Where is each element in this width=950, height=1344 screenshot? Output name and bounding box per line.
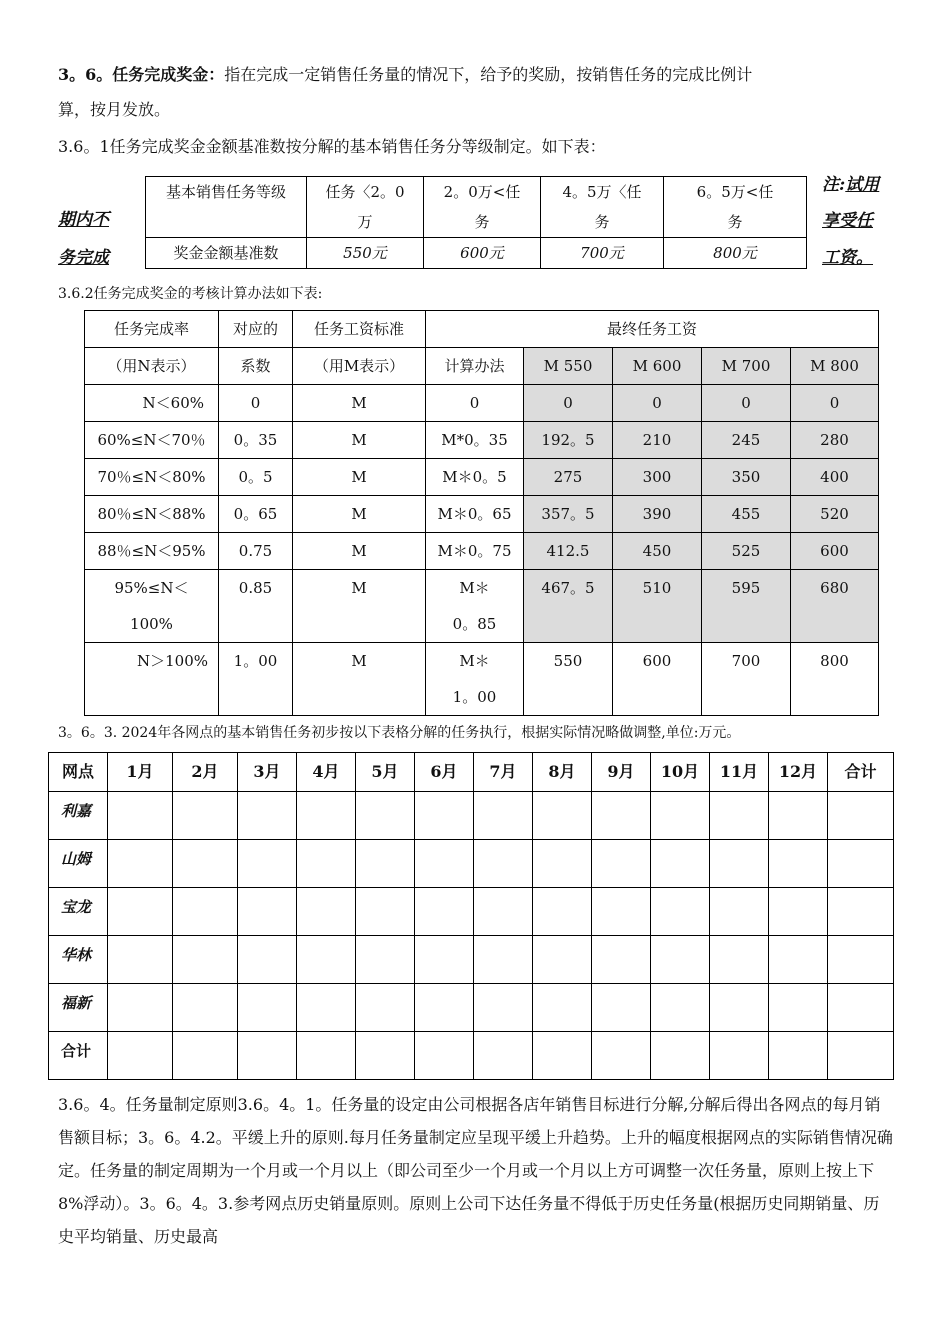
table-row bbox=[49, 840, 894, 888]
section-3-6-text: 指在完成一定销售任务量的情况下，给予的奖励，按销售任务的完成比例计 bbox=[224, 65, 753, 84]
row-label: 利嘉 bbox=[49, 792, 108, 840]
row-label: 合计 bbox=[49, 1032, 108, 1080]
section-3-6-2-text: 3.6.2任务完成奖金的考核计算办法如下表: bbox=[58, 286, 323, 302]
bonus-calc-table bbox=[84, 310, 879, 716]
table-cell: 2。0万<任 务 bbox=[424, 177, 541, 238]
table-cell: 95%≤N＜ 100% bbox=[85, 570, 219, 643]
table-cell: M bbox=[293, 570, 426, 643]
table-cell: 0 bbox=[219, 385, 293, 422]
table-cell: N＞100% bbox=[85, 643, 219, 716]
table-header-cell: 网点 bbox=[49, 753, 108, 792]
table-cell: 700 bbox=[702, 643, 791, 716]
table-header-cell: 合计 bbox=[828, 753, 894, 792]
table-cell: 192。5 bbox=[524, 422, 613, 459]
table-cell: M bbox=[293, 422, 426, 459]
table-cell: 计算办法 bbox=[426, 348, 524, 385]
table-cell: M 800 bbox=[791, 348, 879, 385]
row-label: 福新 bbox=[49, 984, 108, 1032]
table-row bbox=[85, 422, 879, 459]
table-cell: 0。5 bbox=[219, 459, 293, 496]
table-cell: M 600 bbox=[613, 348, 702, 385]
side-note-right-word: 试用 bbox=[845, 175, 880, 195]
table-cell: 525 bbox=[702, 533, 791, 570]
table-header-cell: 1月 bbox=[108, 753, 173, 792]
table-cell: M＊ 0。85 bbox=[426, 570, 524, 643]
table-cell: 467。5 bbox=[524, 570, 613, 643]
table-cell: 450 bbox=[613, 533, 702, 570]
table-cell: 奖金金额基准数 bbox=[146, 238, 307, 269]
table-header-cell: 10月 bbox=[651, 753, 710, 792]
table-cell: 400 bbox=[791, 459, 879, 496]
table-cell: 4。5万〈任 务 bbox=[541, 177, 664, 238]
table-cell: 800 bbox=[791, 643, 879, 716]
section-3-6-line2: 算，按月发放。 bbox=[58, 100, 171, 119]
table-cell: M 700 bbox=[702, 348, 791, 385]
table-cell: 1。00 bbox=[219, 643, 293, 716]
bonus-base-table bbox=[145, 176, 807, 269]
side-note-right-2: 享受任 bbox=[822, 211, 873, 231]
table-header-cell: 12月 bbox=[769, 753, 828, 792]
section-3-6-3-text: 3。6。3. 2024年各网点的基本销售任务初步按以下表格分解的任务执行，根据实际情况略做调整,单位:万元。 bbox=[58, 725, 741, 741]
table-cell: 0.75 bbox=[219, 533, 293, 570]
table-row bbox=[85, 348, 879, 385]
table-header-cell: 3月 bbox=[238, 753, 297, 792]
table-row bbox=[85, 643, 879, 716]
table-cell: 800元 bbox=[664, 238, 807, 269]
table-cell: 510 bbox=[613, 570, 702, 643]
table-cell: 对应的 bbox=[219, 311, 293, 348]
table-cell: N＜60% bbox=[85, 385, 219, 422]
side-note-left-2: 务完成 bbox=[58, 248, 109, 268]
table-cell: 0 bbox=[426, 385, 524, 422]
table-header-cell: 9月 bbox=[592, 753, 651, 792]
table-row bbox=[85, 385, 879, 422]
table-header-cell: 5月 bbox=[356, 753, 415, 792]
table-cell: 60%≤N＜70％ bbox=[85, 422, 219, 459]
table-cell: 300 bbox=[613, 459, 702, 496]
table-cell: 最终任务工资 bbox=[426, 311, 879, 348]
table-cell: 0.85 bbox=[219, 570, 293, 643]
side-note-left-1: 期内不 bbox=[58, 210, 109, 230]
table-cell: M bbox=[293, 533, 426, 570]
table-cell: 350 bbox=[702, 459, 791, 496]
table-cell: 任务完成率 bbox=[85, 311, 219, 348]
section-3-6-1-text: 3.6。1任务完成奖金金额基准数按分解的基本销售任务分等级制定。如下表： bbox=[58, 137, 606, 156]
table-cell: M 550 bbox=[524, 348, 613, 385]
table-cell: 600 bbox=[791, 533, 879, 570]
table-cell: M*0。35 bbox=[426, 422, 524, 459]
table-cell: 600 bbox=[613, 643, 702, 716]
table-cell: 412.5 bbox=[524, 533, 613, 570]
table-cell: 88％≤N＜95% bbox=[85, 533, 219, 570]
table-cell: M＊ 1。00 bbox=[426, 643, 524, 716]
table-header-cell: 8月 bbox=[533, 753, 592, 792]
table-cell: 70％≤N＜80% bbox=[85, 459, 219, 496]
table-cell: 0 bbox=[702, 385, 791, 422]
table-row bbox=[85, 459, 879, 496]
table-cell: 595 bbox=[702, 570, 791, 643]
table-cell: M bbox=[293, 385, 426, 422]
table-cell: M bbox=[293, 643, 426, 716]
table-header-cell: 11月 bbox=[710, 753, 769, 792]
table-row bbox=[49, 792, 894, 840]
table-cell: M bbox=[293, 496, 426, 533]
table-cell: 700元 bbox=[541, 238, 664, 269]
table-cell: 210 bbox=[613, 422, 702, 459]
table-cell: M＊0。75 bbox=[426, 533, 524, 570]
table-cell: 基本销售任务等级 bbox=[146, 177, 307, 238]
table-cell: （用M表示） bbox=[293, 348, 426, 385]
table-header-cell: 6月 bbox=[415, 753, 474, 792]
table-cell: 0 bbox=[791, 385, 879, 422]
section-3-6-title: 3。6。任务完成奖金： bbox=[58, 65, 225, 84]
table-cell: 550元 bbox=[307, 238, 424, 269]
table-cell: 任务〈2。0 万 bbox=[307, 177, 424, 238]
table-cell: 80％≤N＜88% bbox=[85, 496, 219, 533]
section-3-6-line1 bbox=[58, 64, 752, 86]
table-cell: 任务工资标准 bbox=[293, 311, 426, 348]
table-row bbox=[146, 238, 807, 269]
table-row bbox=[146, 177, 807, 238]
table-cell: 600元 bbox=[424, 238, 541, 269]
row-label: 山姆 bbox=[49, 840, 108, 888]
table-cell: 390 bbox=[613, 496, 702, 533]
table-header-cell: 4月 bbox=[297, 753, 356, 792]
table-row bbox=[85, 570, 879, 643]
table-cell: M＊0。65 bbox=[426, 496, 524, 533]
table-cell: 680 bbox=[791, 570, 879, 643]
table-cell: 0 bbox=[613, 385, 702, 422]
row-label: 华林 bbox=[49, 936, 108, 984]
table-row bbox=[85, 311, 879, 348]
table-cell: 系数 bbox=[219, 348, 293, 385]
table-cell: 455 bbox=[702, 496, 791, 533]
table-cell: 280 bbox=[791, 422, 879, 459]
table-cell: 520 bbox=[791, 496, 879, 533]
row-label: 宝龙 bbox=[49, 888, 108, 936]
section-3-6-4-text: 3.6。4。任务量制定原则3.6。4。1。任务量的设定由公司根据各店年销售目标进行分解,分解后得出各网点的每月销售额目标；3。6。4.2。平缓上升的原则.每月任务量制定应呈现平缓上升趋势。上升的幅度根据网点的实际销售情况确定。任务量的制定周期为一个月或一个月以上（即公司至少一个月或一个月以上方可调整一次任务量，原则上按上下8%浮动）。3。6。4。3.参考网点历史销量原则。原则上公司下达任务量不得低于历史任务量(根据历史同期销量、历史平均销量、历史最高 bbox=[58, 1095, 893, 1246]
side-note-right-3: 工资。 bbox=[822, 248, 873, 268]
table-cell: 357。5 bbox=[524, 496, 613, 533]
monthly-task-table bbox=[48, 752, 894, 1080]
table-cell: 0。65 bbox=[219, 496, 293, 533]
table-row bbox=[49, 888, 894, 936]
table-header-cell: 2月 bbox=[173, 753, 238, 792]
table-row bbox=[49, 984, 894, 1032]
table-cell: 245 bbox=[702, 422, 791, 459]
table-row bbox=[49, 1032, 894, 1080]
table-row bbox=[49, 936, 894, 984]
table-cell: 0 bbox=[524, 385, 613, 422]
side-note-right-1 bbox=[822, 170, 879, 195]
table-cell: M＊0。5 bbox=[426, 459, 524, 496]
table-header-cell: 7月 bbox=[474, 753, 533, 792]
table-row bbox=[85, 496, 879, 533]
table-row bbox=[85, 533, 879, 570]
table-cell: 550 bbox=[524, 643, 613, 716]
table-header-row bbox=[49, 753, 894, 792]
table-cell: 0。35 bbox=[219, 422, 293, 459]
table-cell: 6。5万<任 务 bbox=[664, 177, 807, 238]
table-cell: （用N表示） bbox=[85, 348, 219, 385]
side-note-right-label: 注: bbox=[822, 175, 846, 195]
table-cell: 275 bbox=[524, 459, 613, 496]
table-cell: M bbox=[293, 459, 426, 496]
